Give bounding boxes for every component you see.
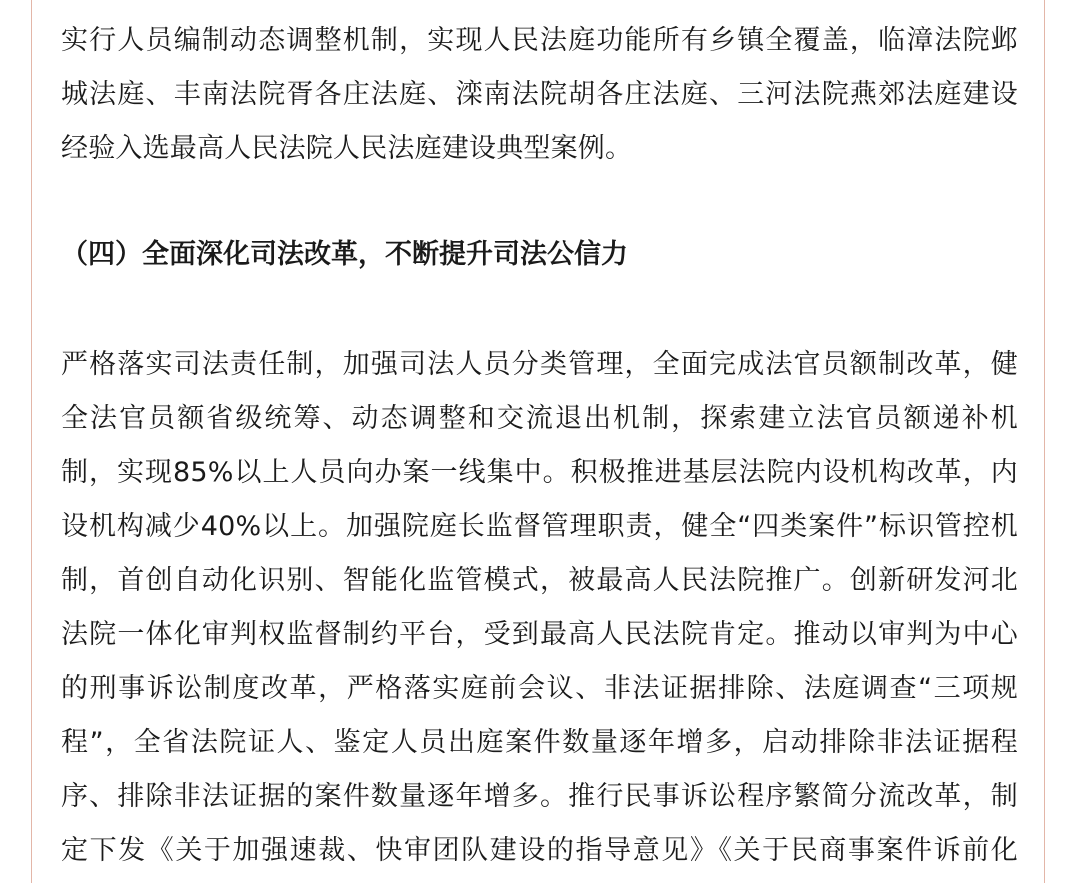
paragraph-line: 的刑事诉讼制度改革，严格落实庭前会议、非法证据排除、法庭调查“三项规 [61, 673, 1018, 704]
paragraph-line: 定下发《关于加强速裁、快审团队建设的指导意见》《关于民商事案件诉前化 [61, 835, 1018, 866]
paragraph-line: 实行人员编制动态调整机制，实现人民法庭功能所有乡镇全覆盖，临漳法院邺 [61, 25, 1018, 56]
paragraph-line: 法院一体化审判权监督制约平台，受到最高人民法院肯定。推动以审判为中心 [61, 619, 1018, 650]
paragraph-line: 制，实现85%以上人员向办案一线集中。积极推进基层法院内设机构改革，内 [61, 457, 1018, 488]
section-heading: （四）全面深化司法改革，不断提升司法公信力 [61, 239, 628, 270]
paragraph-line: 严格落实司法责任制，加强司法人员分类管理，全面完成法官员额制改革，健 [61, 349, 1018, 380]
paragraph-line: 经验入选最高人民法院人民法庭建设典型案例。 [61, 133, 633, 164]
paragraph-line: 城法庭、丰南法院胥各庄法庭、滦南法院胡各庄法庭、三河法院燕郊法庭建设 [61, 79, 1018, 110]
paragraph-line: 制，首创自动化识别、智能化监管模式，被最高人民法院推广。创新研发河北 [61, 565, 1018, 596]
paragraph-line: 序、排除非法证据的案件数量逐年增多。推行民事诉讼程序繁简分流改革，制 [61, 781, 1018, 812]
paragraph-line: 程”，全省法院证人、鉴定人员出庭案件数量逐年增多，启动排除非法证据程 [61, 727, 1018, 758]
paragraph-line: 设机构减少40%以上。加强院庭长监督管理职责，健全“四类案件”标识管控机 [61, 511, 1018, 542]
paragraph-line: 全法官员额省级统筹、动态调整和交流退出机制，探索建立法官员额递补机 [61, 403, 1018, 434]
